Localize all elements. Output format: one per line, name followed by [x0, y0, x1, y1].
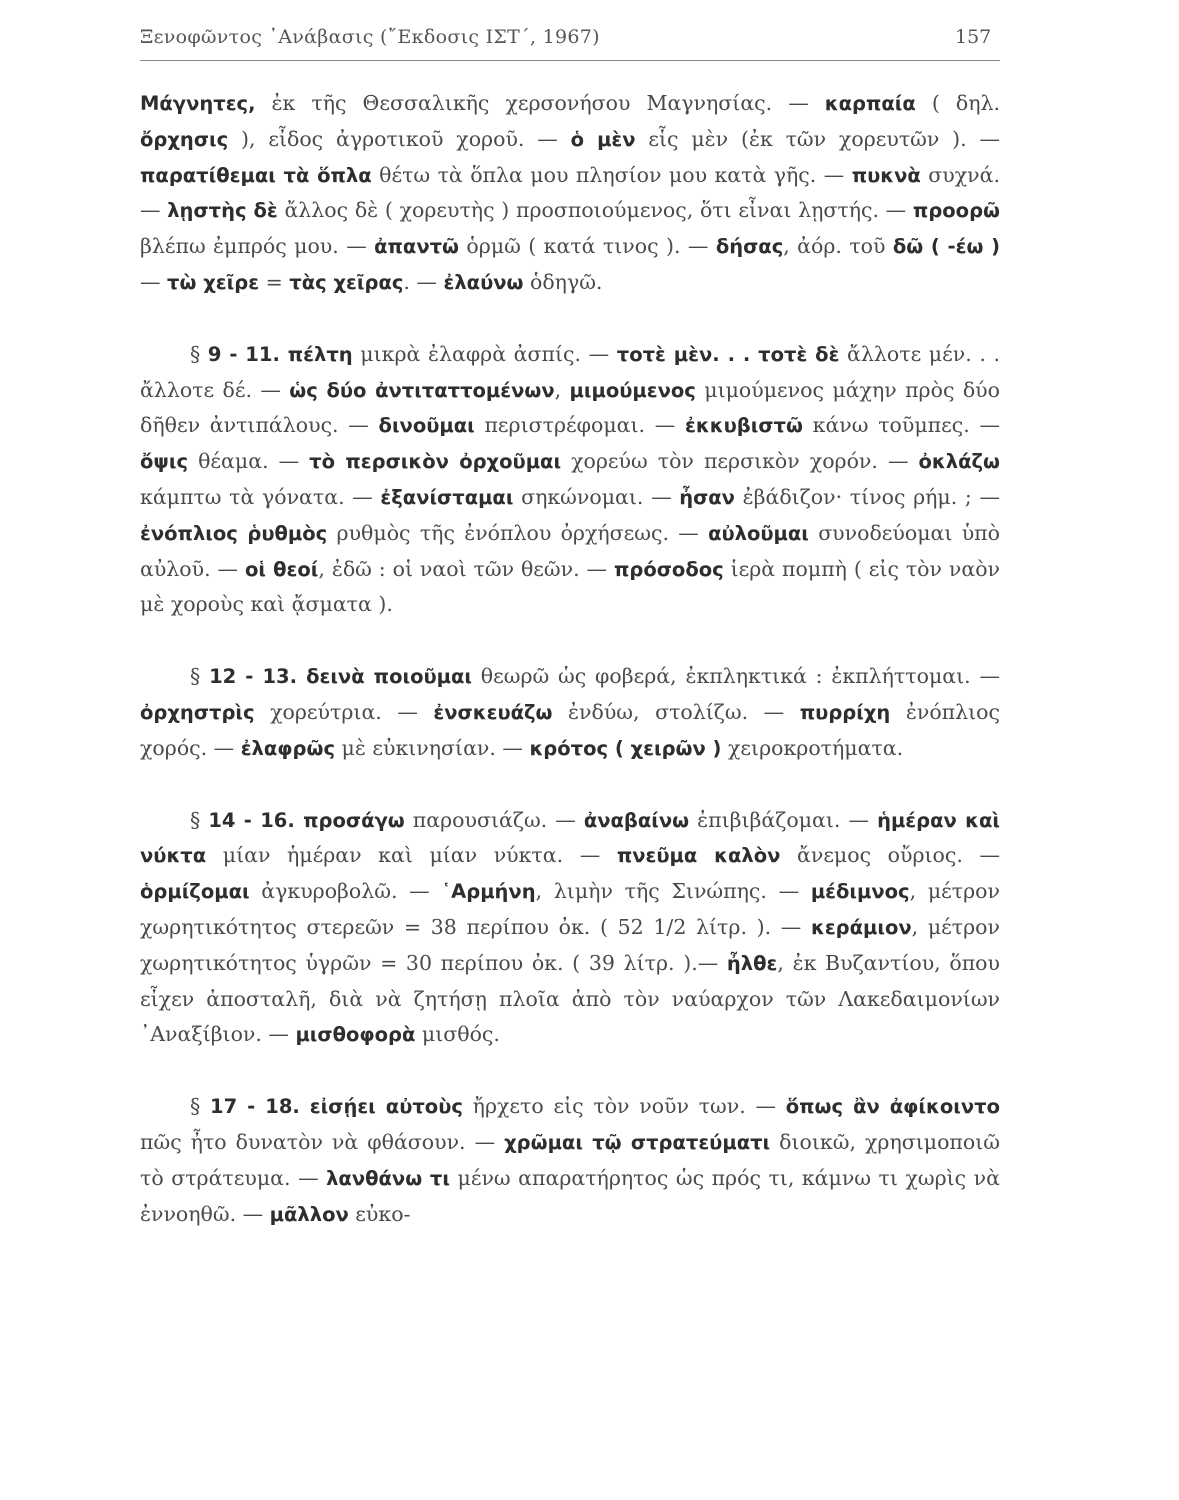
headword: ὁρμίζομαι [140, 880, 250, 904]
gloss-text: χειροκροτήματα. [721, 735, 904, 760]
headword: καρπαία [824, 92, 916, 115]
headword: τοτὲ μὲν. . . τοτὲ δὲ [616, 342, 840, 366]
headword: ὁ μὲν [570, 127, 636, 151]
headword: ἡμέραν καὶ νύκτα [140, 808, 1000, 868]
gloss-text: κάνω τοῦμπες. — [802, 413, 1000, 438]
gloss-text: § [190, 807, 209, 832]
gloss-text: , λιμὴν τῆς Σινώπης. — [535, 879, 811, 904]
headword: κεράμιον [810, 915, 912, 939]
gloss-text: βλέπω ἐμπρός μου. — [140, 234, 375, 259]
gloss-text: , ἐκ Βυζαντίου, ὅπου εἶχεν ἀποσταλῆ, διὰ νὰ ζητήσῃ πλοῖα ἀπὸ τὸν ναύαρχον τῶν Λακεδαιμονίων ᾿Αναξίβιον. — [140, 950, 1000, 1047]
gloss-text: — [140, 269, 168, 294]
headword: ὡς δύο ἀντιταττομένων [289, 378, 555, 402]
gloss-text: , [554, 377, 570, 402]
section-paragraph [140, 337, 1000, 623]
headword: Μάγνητες, [140, 92, 256, 115]
gloss-text: ὁρμῶ ( κατά τινος ). — [459, 234, 716, 259]
gloss-text: σηκώνομαι. — [513, 484, 680, 509]
headword: ὅπως ἂν ἀφίκοιντο [785, 1095, 1000, 1119]
gloss-text: § [190, 664, 210, 689]
headword: πυρρίχη [799, 700, 891, 724]
gloss-text: ἄνεμος οὔριος. — [780, 843, 1000, 868]
headword: κρότος ( χειρῶν ) [529, 736, 722, 760]
headword: δῶ ( -έω ) [892, 235, 1000, 259]
headword: τὸ περσικὸν ὀρχοῦμαι [309, 450, 562, 474]
headword: προορῶ [912, 199, 1000, 223]
gloss-text: θέαμα. — [188, 449, 310, 474]
headword: τὼ χεῖρε [167, 270, 260, 294]
headword: οἱ θεοί [244, 557, 319, 581]
headword: ἀπαντῶ [374, 235, 460, 259]
headword: μιμούμενος [569, 378, 696, 402]
page-number: 157 [955, 26, 992, 48]
gloss-text: § [190, 341, 208, 366]
running-header: Ξενοφῶντος ᾿Ανάβασις (῎Εκδοσις ΙΣΤ΄, 1967) [140, 26, 600, 48]
gloss-text: ἄλλος δὲ ( χορευτὴς ) προσποιούμενος, ὅτι εἶναι λῃστής. — [277, 198, 913, 223]
headword: λανθάνω τι [326, 1166, 450, 1190]
gloss-text: θέτω τὰ ὅπλα μου πλησίον μου κατὰ γῆς. — [371, 162, 852, 187]
headword: ἐλαύνω [443, 270, 524, 294]
gloss-text: περιστρέφομαι. — [474, 413, 686, 438]
gloss-text: χορεύτρια. — [254, 699, 434, 724]
headword: 17 - 18. εἰσῄει αὐτοὺς [210, 1095, 463, 1119]
headword: ἐξανίσταμαι [380, 485, 514, 509]
paragraph-gap [140, 767, 1000, 803]
headword: χρῶμαι τῷ στρατεύματι [504, 1130, 771, 1154]
gloss-text: μικρὰ ἐλαφρὰ ἀσπίς. — [352, 341, 617, 366]
headword: πυκνὰ [851, 163, 921, 187]
gloss-text: ἐνδύω, στολίζω. — [552, 699, 800, 724]
headword: παρατίθεμαι τὰ ὅπλα [140, 163, 372, 187]
headword: ἦλθε [726, 951, 778, 975]
gloss-text: θεωρῶ ὡς φοβερά, ἐκπληκτικά : ἐκπλήττομαι. — [472, 664, 1000, 689]
gloss-text: , ἀόρ. τοῦ [783, 234, 893, 259]
gloss-text: χορεύω τὸν περσικὸν χορόν. — [561, 449, 919, 474]
headword: ἐνσκευάζω [433, 700, 553, 724]
headword: ὄψις [140, 450, 189, 474]
headword: ῾Αρμήνη [441, 880, 536, 904]
headword: ἐλαφρῶς [240, 736, 336, 760]
headword: αὐλοῦμαι [708, 521, 809, 545]
gloss-text: ἄλλοτε μέν. . . ἄλλοτε δέ. — [140, 341, 1000, 402]
gloss-text: διοικῶ, χρησιμοποιῶ τὸ στράτευμα. — [140, 1129, 1000, 1190]
headword: τὰς χεῖρας [289, 270, 404, 294]
gloss-text: εὐκο- [348, 1201, 411, 1226]
headword: δήσας [715, 235, 784, 259]
section-paragraph [140, 1089, 1000, 1232]
gloss-text: , μέτρον χωρητικότητος στερεῶν = 38 περίπου ὀκ. ( 52 1/2 λίτρ. ). — [140, 879, 1000, 939]
headword: ὀρχηστρὶς [140, 700, 255, 724]
gloss-text: πῶς ἦτο δυνατὸν νὰ φθάσουν. — [140, 1129, 505, 1154]
gloss-text: ἱερὰ πομπὴ ( εἰς τὸν ναὸν μὲ χοροὺς καὶ ᾄσματα ). [140, 556, 1001, 617]
headword: μέδιμνος [810, 880, 910, 904]
gloss-text: μισθός. [415, 1022, 500, 1047]
headword: μισθοφορὰ [295, 1023, 416, 1047]
headword: ἐνόπλιος ῥυθμὸς [140, 521, 328, 545]
headword: 12 - 13. δεινὰ ποιοῦμαι [209, 665, 472, 689]
gloss-text: μὲ εὐκινησίαν. — [335, 735, 530, 760]
headword: ὀκλάζω [918, 450, 1000, 474]
gloss-text: ἐπιβιβάζομαι. — [689, 807, 878, 832]
gloss-text: ἐκ τῆς Θεσσαλικῆς χερσονήσου Μαγνησίας. — [255, 91, 825, 115]
gloss-text: παρουσιάζω. — [404, 807, 584, 832]
gloss-text: = [259, 269, 290, 294]
headword: λῃστὴς δὲ [167, 199, 278, 223]
gloss-text: εἷς μὲν (ἐκ τῶν χορευτῶν ). — [635, 126, 1001, 151]
gloss-text: ἤρχετο εἰς τὸν νοῦν των. — [462, 1094, 786, 1119]
paragraph-gap [140, 1053, 1000, 1089]
headword: πνεῦμα καλὸν [616, 844, 781, 868]
gloss-text: § [190, 1094, 210, 1119]
gloss-text: μίαν ἡμέραν καὶ μίαν νύκτα. — [206, 843, 617, 868]
headword: ἦσαν [679, 485, 735, 509]
gloss-text: μιμούμενος μάχην πρὸς δύο δῆθεν ἀντιπάλους. — [140, 377, 1000, 438]
continuation-paragraph [140, 86, 1000, 301]
gloss-text: συχνά. — [140, 162, 1000, 223]
gloss-text: , ἐδῶ : οἱ ναοὶ τῶν θεῶν. — [318, 556, 614, 581]
gloss-text: ρυθμὸς τῆς ἐνόπλου ὀρχήσεως. — [327, 520, 709, 545]
gloss-text: . — [403, 269, 444, 294]
headword: ἐκκυβιστῶ [685, 414, 803, 438]
headword: ἀναβαίνω [583, 808, 690, 832]
gloss-text: ἀγκυροβολῶ. — [249, 879, 442, 904]
gloss-text: ), εἶδος ἀγροτικοῦ χοροῦ. — [228, 126, 571, 151]
headword: ὄρχησις [140, 127, 229, 151]
headword: μᾶλλον [269, 1202, 349, 1226]
gloss-text: συνοδεύομαι ὑπὸ αὐλοῦ. — [140, 520, 1000, 581]
headword: πρόσοδος [613, 557, 724, 581]
gloss-text: , μέτρον χωρητικότητος ὑγρῶν = 30 περίπου ὀκ. ( 39 λίτρ. ).— [140, 914, 1000, 975]
headword: 9 - 11. πέλτη [207, 342, 353, 366]
glossary-text [140, 86, 1000, 1232]
gloss-text: ( δηλ. [915, 91, 1000, 115]
section-paragraph [140, 659, 1000, 766]
paragraph-gap [140, 623, 1000, 659]
section-paragraph [140, 803, 1000, 1054]
headword: 14 - 16. προσάγω [208, 808, 405, 832]
headword: δινοῦμαι [378, 414, 475, 438]
gloss-text: ὁδηγῶ. [523, 269, 603, 294]
gloss-text: μένω απαρατήρητος ὡς πρός τι, κάμνω τι χωρὶς νὰ ἐννοηθῶ. — [140, 1165, 1000, 1226]
gloss-text: κάμπτω τὰ γόνατα. — [140, 484, 381, 509]
header-rule [140, 60, 1000, 61]
paragraph-gap [140, 301, 1000, 337]
gloss-text: ἐβάδιζον· τίνος ρήμ. ; — [734, 484, 1000, 509]
gloss-text: ἐνόπλιος χορός. — [140, 699, 1000, 760]
